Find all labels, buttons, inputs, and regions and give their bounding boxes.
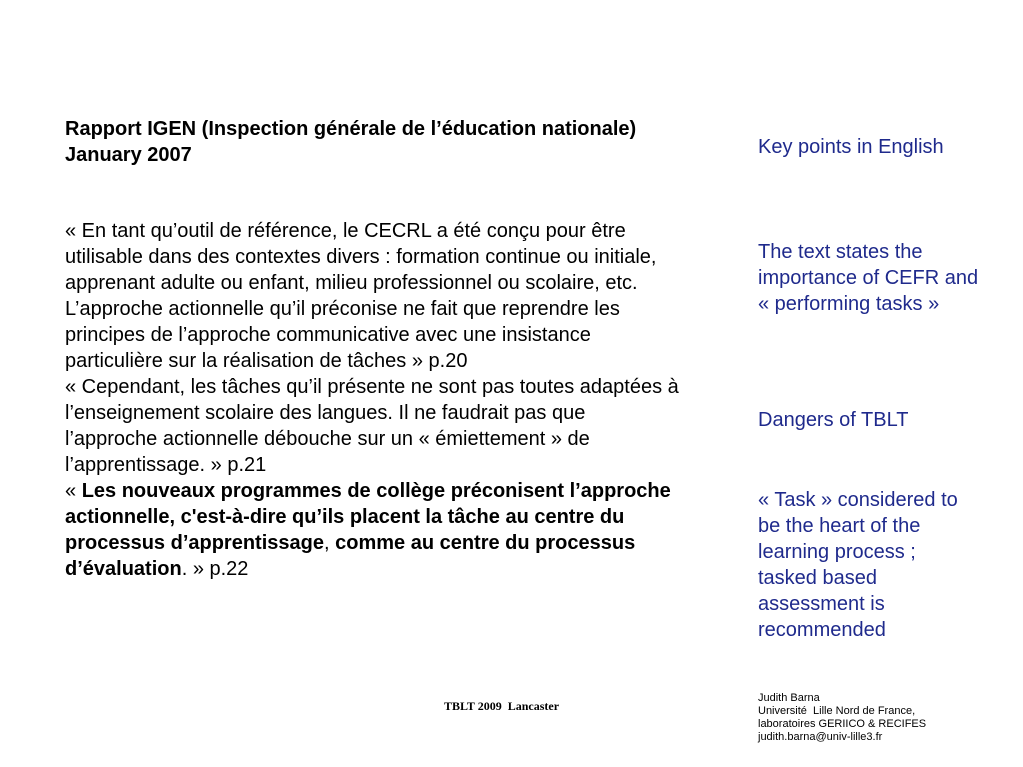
- author-block: [758, 692, 1008, 744]
- quote-p21: « Cependant, les tâches qu’il présente ne sont pas toutes adaptées à l’enseignement scolaire des langues. Il ne faudrait pas que l’approche actionnelle débouche sur un « émiettement » de l’apprentissage. » p.21: [65, 376, 679, 476]
- key-point-dangers: Dangers of TBLT: [758, 409, 909, 431]
- quote-bold-part-2: comme au centre du processus d’évaluation: [65, 532, 636, 580]
- footer-event: TBLT 2009 Lancaster: [444, 699, 560, 713]
- quote-p20: « En tant qu’outil de référence, le CECRL a été conçu pour être utilisable dans des contextes divers : formation continue ou initiale, apprenant adulte ou enfant, milieu professionnel ou scolaire, etc. L’approche actionnelle qu’il préconise ne fait que reprendre les principes de l’approche communicative avec une insistance particulière sur la réalisation de tâches » p.20: [65, 220, 657, 372]
- author-email: judith.barna@univ-lille3.fr: [758, 731, 883, 743]
- quote-open-mark: «: [65, 480, 82, 502]
- quote-bold-part-1: Les nouveaux programmes de collège préconisent l’approche actionnelle, c'est-à-dire qu’ils placent la tâche au centre du processus d’apprentissage: [65, 480, 671, 554]
- key-points-heading: Key points in English: [758, 136, 944, 158]
- key-point-cefr: The text states the importance of CEFR and « performing tasks »: [758, 241, 979, 315]
- quoted-report-text: [65, 218, 680, 582]
- quote-close-mark: . » p.22: [181, 558, 249, 580]
- author-affiliation: Université Lille Nord de France,: [758, 705, 916, 717]
- quote-separator: ,: [323, 532, 336, 554]
- author-labs: laboratoires GERIICO & RECIFES: [758, 718, 927, 730]
- key-point-task: « Task » considered to be the heart of the learning process ; tasked based assessment is recommended: [758, 489, 958, 641]
- author-name: Judith Barna: [758, 692, 820, 704]
- quote-p22: [65, 478, 680, 582]
- slide-title: Rapport IGEN (Inspection générale de l’éducation nationale) January 2007: [65, 118, 637, 166]
